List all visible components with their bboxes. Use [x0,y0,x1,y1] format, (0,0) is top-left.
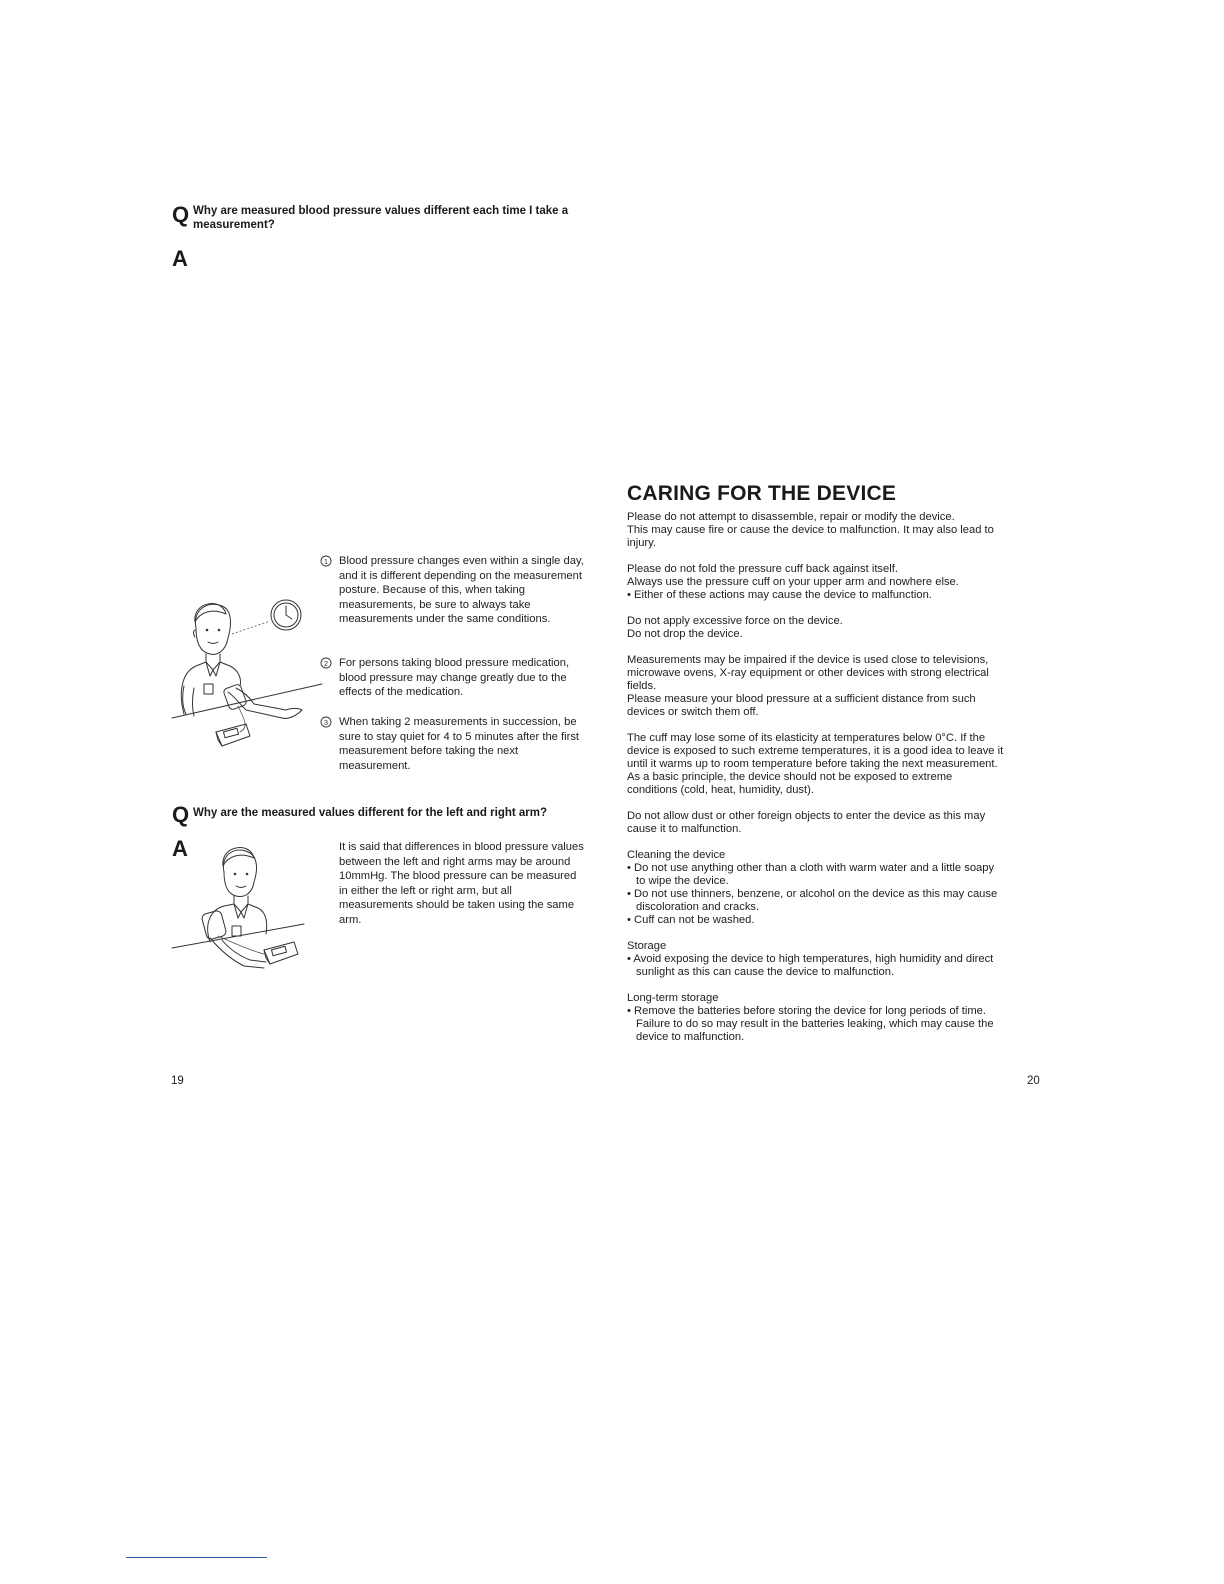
paragraph-force [627,615,1047,641]
paragraph-line: Always use the pressure cuff on your upper arm and nowhere else. [627,576,959,588]
paragraph-line: fields. [627,680,657,692]
page-number-left: 19 [171,1075,184,1087]
paragraph-line: As a basic principle, the device should not be exposed to extreme [627,771,953,783]
question-2-text: Why are the measured values different for the left and right arm? [193,807,548,819]
bullet-continuation: device to malfunction. [636,1031,745,1043]
footer-rule [126,1557,267,1558]
bullet-line: • Remove the batteries before storing the device for long periods of time. [627,1005,986,1017]
circled-number-1-icon [320,555,332,567]
circled-number-3: 3 [323,718,329,727]
section-heading: Storage [627,940,667,952]
paragraph-line: Please measure your blood pressure at a sufficient distance from such [627,693,976,705]
question-1-marker: Q [172,202,190,227]
paragraph-interference [627,654,1047,719]
paragraph-line: injury. [627,537,657,549]
answer-2-marker: A [172,836,188,861]
answer-1-item-2-text: For persons taking blood pressure medication, blood pressure may change greatly due to the effects of the medication. [339,657,570,699]
bullet-line: • Cuff can not be washed. [627,914,755,926]
question-1-text: Why are measured blood pressure values different each time I take a measurement? [193,205,569,231]
circled-number-2-icon [320,657,332,669]
paragraph-line: The cuff may lose some of its elasticity at temperatures below 0°C. If the [627,732,986,744]
answer-1-marker: A [172,246,188,271]
paragraph-line: device is exposed to such extreme temperatures, it is a good idea to leave it [627,745,1004,757]
person-head [223,847,257,896]
paragraph-line: Measurements may be impaired if the device is used close to televisions, [627,654,989,666]
bullet-line: • Avoid exposing the device to high temperatures, high humidity and direct [627,953,994,965]
paragraph-line: Please do not attempt to disassemble, repair or modify the device. [627,511,955,523]
bullet-continuation: to wipe the device. [636,875,729,887]
bullet-continuation: Failure to do so may result in the batteries leaking, which may cause the [636,1018,994,1030]
paragraph-cuff-folding [627,563,1047,602]
paragraph-line: • Either of these actions may cause the device to malfunction. [627,589,932,601]
answer-1-item-2 [320,656,586,700]
paragraph-line: microwave ovens, X-ray equipment or other devices with strong electrical [627,667,989,679]
seated-measurement-illustration [168,592,328,752]
paragraph-temperature [627,732,1047,797]
paragraph-line: This may cause fire or cause the device to malfunction. It may also lead to [627,524,994,536]
section-long-term-storage [627,992,1047,1044]
page-number-right: 20 [1027,1075,1040,1087]
bullet-continuation: discoloration and cracks. [636,901,760,913]
paragraph-line: devices or switch them off. [627,706,759,718]
care-instructions [627,511,1047,1057]
circled-number-3-icon [320,716,332,728]
paragraph-line: Do not drop the device. [627,628,743,640]
paragraph-line: Do not apply excessive force on the device. [627,615,843,627]
left-arm-measurement-illustration [170,842,310,980]
answer-1-item-3 [320,715,586,773]
page-title: CARING FOR THE DEVICE [627,482,897,505]
answer-1-item-3-text: When taking 2 measurements in succession, be sure to stay quiet for 4 to 5 minutes after the first measurement before taking the next measurement. [339,716,580,772]
bullet-continuation: sunlight as this can cause the device to malfunction. [636,966,895,978]
bullet-line: • Do not use thinners, benzene, or alcohol on the device as this may cause [627,888,998,900]
section-heading: Cleaning the device [627,849,726,861]
circled-number-1: 1 [323,557,329,566]
paragraph-line: cause it to malfunction. [627,823,742,835]
paragraph-line: until it warms up to room temperature before taking the next measurement. [627,758,998,770]
paragraph-dust [627,810,1047,836]
paragraph-line: Please do not fold the pressure cuff back against itself. [627,563,898,575]
answer-1-item-1-text: Blood pressure changes even within a single day, and it is different depending on the measurement posture. Because of this, when taking measurements, be sure to always take measurements under the same conditions. [339,555,584,626]
paragraph-line: conditions (cold, heat, humidity, dust). [627,784,814,796]
paragraph-disassemble [627,511,1047,550]
circled-number-2: 2 [323,659,329,668]
section-heading: Long-term storage [627,992,719,1004]
clock-icon [271,600,301,630]
question-2-marker: Q [172,802,190,827]
section-cleaning [627,849,1047,927]
answer-1-item-1 [320,554,586,627]
paragraph-line: Do not allow dust or other foreign objects to enter the device as this may [627,810,986,822]
person-head [194,603,231,654]
bullet-line: • Do not use anything other than a cloth with warm water and a little soapy [627,862,995,874]
answer-2-text: It is said that differences in blood pressure values between the left and right arms may be around 10mmHg. The blood pressure can be measured in either the left or right arm, but all measurements should be taken using the same arm. [339,841,584,926]
section-storage [627,940,1047,979]
